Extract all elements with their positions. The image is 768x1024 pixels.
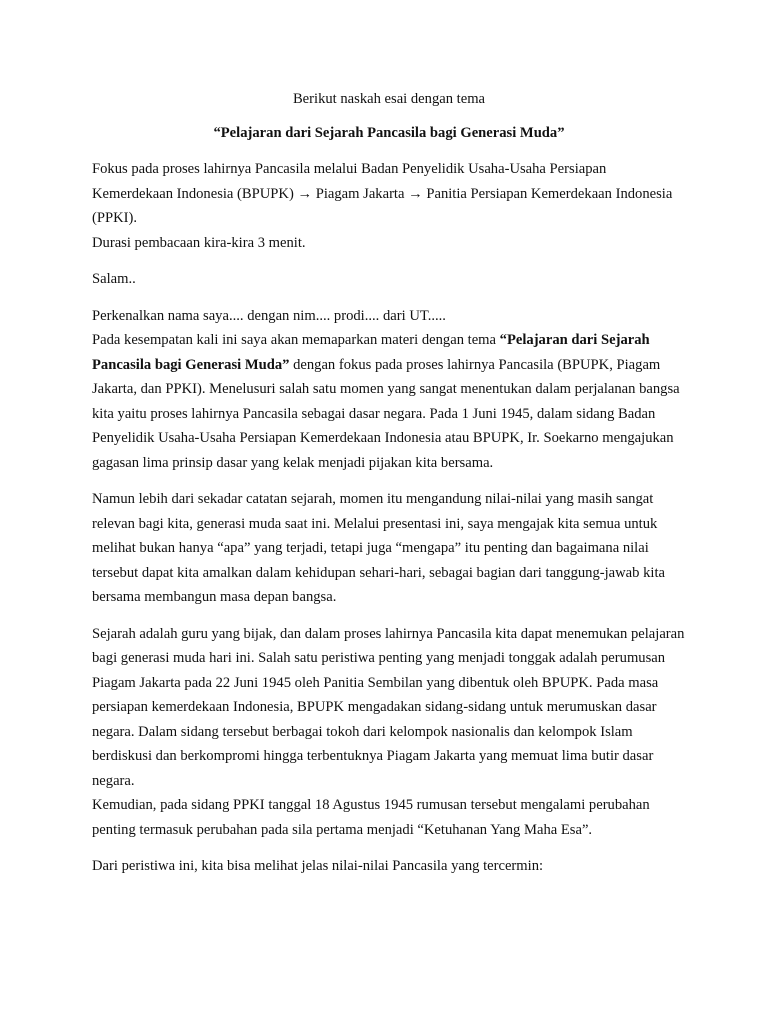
document-body [92, 87, 686, 879]
paragraph-1-theme: “Pelajaran dari Sejarah Pancasila bagi Generasi Muda” [92, 332, 650, 373]
paragraph-1-end: dengan fokus pada proses lahirnya Pancasila (BPUPK, Piagam Jakarta, dan PPKI). Menelusuri salah satu momen yang sangat menentukan dalam perjalanan bangsa kita yaitu proses lahirnya Pancasila sebagai dasar negara. Pada 1 Juni 1945, dalam sidang Badan Penyelidik Usaha-Usaha Persiapan Kemerdekaan Indonesia atau BPUPK, Ir. Soekarno mengajukan gagasan lima prinsip dasar yang kelak menjadi pijakan kita bersama. [92, 356, 680, 471]
intro-paragraph: Perkenalkan nama saya.... dengan nim.... prodi.... dari UT..... [92, 307, 446, 324]
paragraph-1-start: Pada kesempatan kali ini saya akan memaparkan materi dengan tema [92, 332, 500, 348]
paragraph-4: Kemudian, pada sidang PPKI tanggal 18 Agustus 1945 rumusan tersebut mengalami perubahan penting termasuk perubahan pada sila pertama menjadi “Ketuhanan Yang Maha Esa”. [92, 797, 650, 838]
duration-paragraph: Durasi pembacaan kira-kira 3 menit. [92, 234, 306, 251]
paragraph-3: Sejarah adalah guru yang bijak, dan dalam proses lahirnya Pancasila kita dapat menemukan pelajaran bagi generasi muda hari ini. Salah satu peristiwa penting yang menjadi tonggak adalah perumusan Piagam Jakarta pada 22 Juni 1945 oleh Panitia Sembilan yang dibentuk oleh BPUPK. Pada masa persiapan kemerdekaan Indonesia, BPUPK mengadakan sidang-sidang untuk merumuskan dasar negara. Dalam sidang tersebut berbagai tokoh dari kelompok nasionalis dan kelompok Islam berdiskusi dan berkompromi hingga terbentuknya Piagam Jakarta yang memuat lima butir dasar negara. [92, 625, 685, 789]
document-title: “Pelajaran dari Sejarah Pancasila bagi Generasi Muda” [213, 124, 565, 141]
document-heading: Berikut naskah esai dengan tema [292, 91, 486, 107]
focus-paragraph: Fokus pada proses lahirnya Pancasila melalui Badan Penyelidik Usaha-Usaha Persiapan Kemerdekaan Indonesia (BPUPK) → Piagam Jakarta → Panitia Persiapan Kemerdekaan Indonesia (PPKI). [92, 161, 673, 226]
paragraph-5: Dari peristiwa ini, kita bisa melihat jelas nilai-nilai Pancasila yang tercermin: [92, 858, 544, 874]
greeting-paragraph: Salam.. [92, 271, 136, 287]
paragraph-1 [92, 328, 686, 475]
paragraph-2: Namun lebih dari sekadar catatan sejarah, momen itu mengandung nilai-nilai yang masih sangat relevan bagi kita, generasi muda saat ini. Melalui presentasi ini, saya mengajak kita semua untuk melihat bukan hanya “apa” yang terjadi, tetapi juga “mengapa” itu penting dan bagaimana nilai tersebut dapat kita amalkan dalam kehidupan sehari-hari, sebagai bagian dari tanggung-jawab kita bersama membangun masa depan bangsa. [92, 491, 665, 605]
